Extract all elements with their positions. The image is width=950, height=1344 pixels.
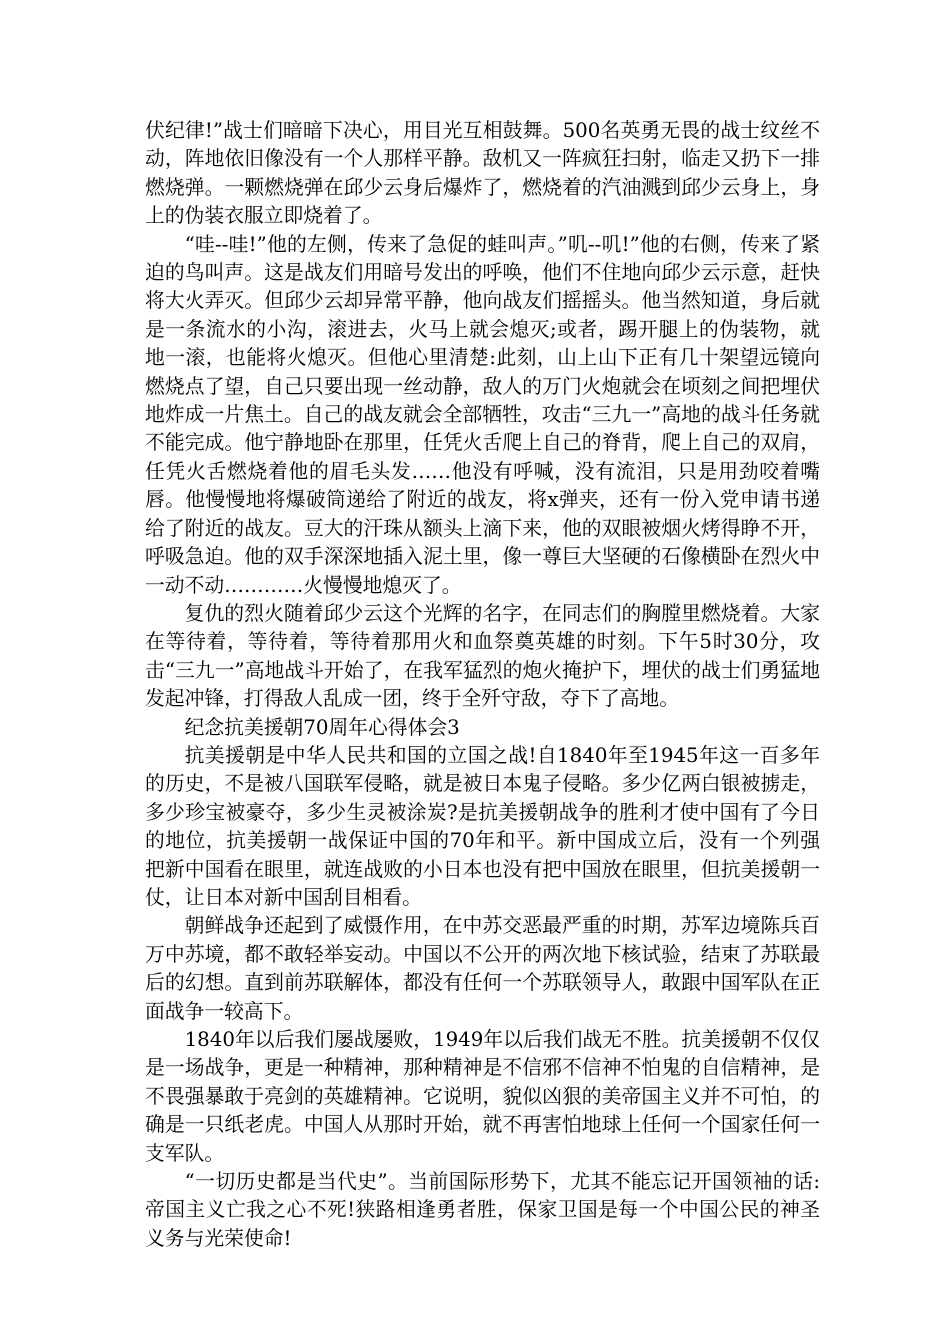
paragraph-continuation: 伏纪律!”战士们暗暗下决心，用目光互相鼓舞。500名英勇无畏的战士纹丝不动，阵地依旧像没有一个人那样平静。敌机又一阵疯狂扫射，临走又扔下一排燃烧弹。一颗燃烧弹在邱少云身后爆炸了，燃烧着的汽油溅到邱少云身上，身上的伪装衣服立即烧着了。 [145, 119, 820, 228]
paragraph: 1840年以后我们屡战屡败，1949年以后我们战无不胜。抗美援朝不仅仅是一场战争，更是一种精神，那种精神是不信邪不信神不怕鬼的自信精神，是不畏强暴敢于亮剑的英雄精神。它说明，貌似凶狠的美帝国主义并不可怕，的确是一只纸老虎。中国人从那时开始，就不再害怕地球上任何一个国家任何一支军队。 [145, 1028, 820, 1165]
section-heading: 纪念抗美援朝70周年心得体会3 [184, 715, 460, 739]
paragraph: “一切历史都是当代史”。当前国际形势下，尤其不能忘记开国领袖的话:帝国主义亡我之心不死!狭路相逢勇者胜，保家卫国是每一个中国公民的神圣义务与光荣使命! [145, 1170, 820, 1250]
document-body [145, 117, 820, 1253]
paragraph: 抗美援朝是中华人民共和国的立国之战!自1840年至1945年这一百多年的历史，不是被八国联军侵略，就是被日本鬼子侵略。多少亿两白银被掳走，多少珍宝被豪夺，多少生灵被涂炭?是抗美援朝战争的胜利才使中国有了今日的地位，抗美援朝一战保证中国的70年和平。新中国成立后，没有一个列强把新中国看在眼里，就连战败的小日本也没有把中国放在眼里，但抗美援朝一仗，让日本对新中国刮目相看。 [145, 743, 820, 909]
paragraph: “哇--哇!”他的左侧，传来了急促的蛙叫声。”叽--叽!”他的右侧，传来了紧迫的鸟叫声。这是战友们用暗号发出的呼唤，他们不住地向邱少云示意，赶快将大火弄灭。但邱少云却异常平静，他向战友们摇摇头。他当然知道，身后就是一条流水的小沟，滚进去，火马上就会熄灭;或者，踢开腿上的伪装物，就地一滚，也能将火熄灭。但他心里清楚:此刻，山上山下正有几十架望远镜向燃烧点了望，自己只要出现一丝动静，敌人的万门火炮就会在顷刻之间把埋伏地炸成一片焦土。自己的战友就会全部牺牲，攻击“三九一”高地的战斗任务就不能完成。他宁静地卧在那里，任凭火舌爬上自己的脊背，爬上自己的双肩，任凭火舌燃烧着他的眉毛头发……他没有呼喊，没有流泪，只是用劲咬着嘴唇。他慢慢地将爆破筒递给了附近的战友，将x弹夹，还有一份入党申请书递给了附近的战友。豆大的汗珠从额头上滴下来，他的双眼被烟火烤得睁不开，呼吸急迫。他的双手深深地插入泥土里，像一尊巨大坚硬的石像横卧在烈火中一动不动…………火慢慢地熄灭了。 [145, 232, 820, 597]
paragraph: 复仇的烈火随着邱少云这个光辉的名字，在同志们的胸膛里燃烧着。大家在等待着，等待着，等待着那用火和血祭奠英雄的时刻。下午5时30分，攻击“三九一”高地战斗开始了，在我军猛烈的炮火掩护下，埋伏的战士们勇猛地发起冲锋，打得敌人乱成一团，终于全歼守敌，夺下了高地。 [145, 601, 820, 711]
paragraph: 朝鲜战争还起到了威慑作用，在中苏交恶最严重的时期，苏军边境陈兵百万中苏境，都不敢轻举妄动。中国以不公开的两次地下核试验，结束了苏联最后的幻想。直到前苏联解体，都没有任何一个苏联领导人，敢跟中国军队在正面战争一较高下。 [145, 914, 820, 1023]
